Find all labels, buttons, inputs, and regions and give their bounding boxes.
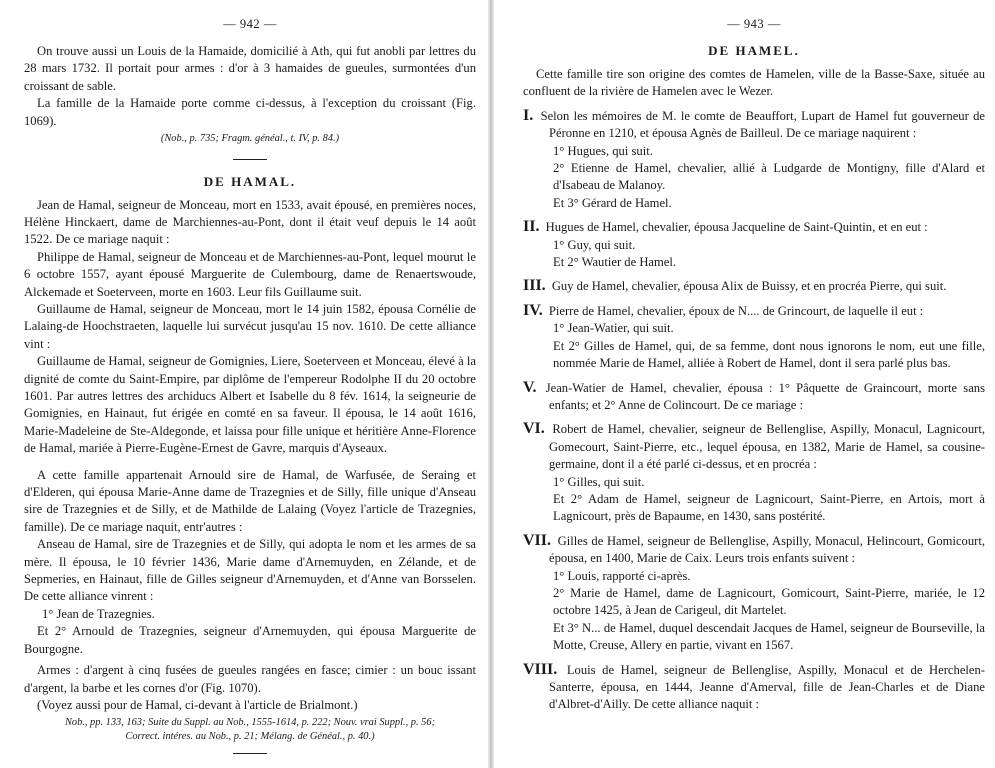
left-page <box>0 0 486 768</box>
generation-number: VII. <box>523 531 552 549</box>
genealogy-entry <box>523 107 985 212</box>
genealogy-entry <box>523 302 985 373</box>
genealogy-entry <box>523 532 985 655</box>
child-list-item: Et 2° Wautier de Hamel. <box>553 255 677 270</box>
generation-number: V. <box>523 378 537 396</box>
generation-number: VI. <box>523 420 545 438</box>
generation-number: I. <box>523 106 534 124</box>
book-gutter <box>488 0 494 768</box>
generation-number: VIII. <box>523 660 558 678</box>
genealogy-entry <box>523 420 985 525</box>
child-list-item: Et 2° Adam de Hamel, seigneur de Lagnicourt, Saint-Pierre, en Artois, mort à Lagnicourt, près de Bapaume, en 1430, sans postérité. <box>553 491 985 524</box>
generation-description: Guy de Hamel, chevalier, épousa Alix de Buissy, et en procréa Pierre, qui suit. <box>548 279 947 294</box>
paragraph-armes-hamal: Armes : d'argent à cinq fusées de gueules rangées en fasce; cimier : un bouc issant d'argent, la barbe et les cornes d'or (Fig. 1070). <box>24 663 476 695</box>
section-title-hamal: DE HAMAL. <box>203 173 297 189</box>
paragraph-hamaide-louis: On trouve aussi un Louis de la Hamaide, domicilié à Ath, qui fut anobli par lettres du 28 mars 1732. Il portait pour armes : d'or à 3 hamaides de gueules, surmontées d'un croissant de sable. <box>24 44 476 93</box>
genealogy-entry-text <box>523 107 985 143</box>
paragraph-voyez-aussi: (Voyez aussi pour de Hamal, ci-devant à l'article de Brialmont.) <box>37 697 358 712</box>
paragraph-jean-de-hamal: Jean de Hamal, seigneur de Monceau, mort en 1533, avait épousé, en premières noces, Hélène Hinckaert, dame de Marchiennes-au-Pont, dont il était veuf depuis le 14 août 1522. De ce mariage naquit : <box>24 197 476 247</box>
paragraph-hamel-origin: Cette famille tire son origine des comtes de Hamelen, ville de la Basse-Saxe, située au confluent de la rivière de Hamelen avec le Wezer. <box>523 67 985 99</box>
genealogy-entry <box>523 379 985 415</box>
child-list-item: 1° Jean-Watier, qui suit. <box>553 321 674 336</box>
child-list-item: 2° Marie de Hamel, dame de Lagnicourt, Gomicourt, Saint-Pierre, mariée, le 12 octobre 1425, à Jean de Carigeul, dit Martelet. <box>553 585 985 618</box>
child-list-item: 1° Guy, qui suit. <box>553 237 636 252</box>
genealogy-entry-text <box>523 277 985 295</box>
genealogy-entry <box>523 661 985 714</box>
child-list-item: 2° Etienne de Hamel, chevalier, allié à Ludgarde de Montigny, fille d'Alard et d'Isabeau de Malanoy. <box>553 161 985 193</box>
page-number-left: — 942 — <box>223 17 277 31</box>
generation-number: IV. <box>523 301 543 319</box>
generation-description: Louis de Hamel, seigneur de Bellenglise, Aspilly, Monacul et de Herchelen-Santerre, épousa, en 1444, Jeanne d'Amerval, fille de Jean-Charles et de Diane d'Albret-d'Ailly. De cette alliance naquit : <box>549 662 985 712</box>
paragraph-guillaume-comte: Guillaume de Hamal, seigneur de Gomignies, Liere, Soeterveen et Monceau, élevé à la dignité de comte du Saint-Empire, par diplôme de l'empereur Rodolphe II du 20 octobre 1601. Par autres lettres des archiducs Albert et Isabelle du 8 fév. 1614, la seigneurie de Gomignies, en Hainaut, fut érigée en comté en sa faveur. Il épousa, le 14 août 1616, Marie-Madeleine de Ste-Aldegonde, et laissa pour fille unique et héritière Anne-Florence de Hamal, mariée à Pierre-Eugène-Ernest de Gavre, marquis d'Ayseaux. <box>24 354 476 456</box>
genealogy-entry <box>523 277 985 295</box>
paragraph-philippe-de-hamal: Philippe de Hamal, seigneur de Monceau et de Marchiennes-au-Pont, lequel mourut le 6 octobre 1557, ayant épousé Marguerite de Culembourg, dame de Renaertswoude, Alckemade et Soeterveen, morte en 1603. Leur fils Guillaume suit. <box>24 249 476 299</box>
generation-description: Hugues de Hamel, chevalier, épousa Jacqueline de Saint-Quintin, et en eut : <box>542 220 928 235</box>
section-divider <box>233 159 267 160</box>
generation-description: Gilles de Hamel, seigneur de Bellenglise, Aspilly, Monacul, Helincourt, Gomicourt, épousa, en 1400, Marie de Caix. Leurs trois enfants suivent : <box>549 533 985 566</box>
genealogy-entry-text <box>523 420 985 473</box>
reference-hamaide: (Nob., p. 735; Fragm. généal., t. IV, p. 84.) <box>160 133 340 145</box>
paragraph-arnould-de-hamal: A cette famille appartenait Arnould sire de Hamal, de Warfusée, de Seraing et d'Elderen, qui épousa Marie-Anne dame de Trazegnies et de Silly, fille unique d'Anseau sire de Trazegnies et de Silly, et de Mathilde de Lalaing (Voyez l'article de Trazegnies, famille). De ce mariage naquit, entr'autres : <box>24 467 476 534</box>
genealogy-entry-text <box>523 379 985 415</box>
paragraph-arnould-de-trazegnies: Et 2° Arnould de Trazegnies, seigneur d'Arnemuyden, qui épousa Marguerite de Bourgogne. <box>24 624 476 656</box>
genealogy-entry-text <box>523 218 985 236</box>
paragraph-guillaume-de-hamal: Guillaume de Hamal, seigneur de Monceau, mort le 14 juin 1582, épousa Cornélie de Lalaing-de Hoochstraeten, laquelle lui survécut jusqu'au 15 nov. 1610. De cette alliance vint : <box>24 301 476 351</box>
generation-description: Robert de Hamel, chevalier, seigneur de Bellenglise, Aspilly, Monacul, Lagnicourt, Gomecourt, Saint-Pierre, etc., lequel épousa, en 1382, Marie de Hamel, sa cousine-germaine, dont il a été parlé ci-dessus, et en procréa : <box>547 422 985 472</box>
child-list-item: 1° Gilles, qui suit. <box>553 474 645 489</box>
genealogy-entry <box>523 218 985 271</box>
generation-description: Selon les mémoires de M. le comte de Beauffort, Lupart de Hamel fut gouverneur de Péronne en 1210, et épousa Agnès de Bailleul. De ce mariage naquirent : <box>536 108 985 141</box>
paragraph-anseau-de-hamal: Anseau de Hamal, sire de Trazegnies et de Silly, qui adopta le nom et les armes de sa mère. Il épousa, le 10 février 1436, Marie dame d'Arnemuyden, en Zélande, et de Sepmeries, en Hainaut, fille de Gilles seigneur d'Arnemuyden, et d'Anne van Borsselen. De cette alliance vinrent : <box>24 537 476 604</box>
generation-number: III. <box>523 277 546 295</box>
page-number-right: — 943 — <box>727 17 781 31</box>
child-list-item: 1° Hugues, qui suit. <box>553 143 653 158</box>
reference-hamal-line2: Correct. intéres. au Nob., p. 21; Mélang. de Généal., p. 40.) <box>125 730 375 742</box>
right-page <box>497 0 995 768</box>
section-title-hamel: DE HAMEL. <box>708 43 800 58</box>
child-list-item: Et 3° N... de Hamel, duquel descendait Jacques de Hamel, seigneur de Bourseville, la Motte, Creuse, Allery en partie, vivant en 1567. <box>553 620 985 653</box>
genealogy-entry-text <box>523 661 985 714</box>
paragraph-hamaide-arms: La famille de la Hamaide porte comme ci-dessus, à l'exception du croissant (Fig. 1069). <box>24 96 476 128</box>
generation-number: II. <box>523 218 540 236</box>
generation-description: Pierre de Hamel, chevalier, époux de N.... de Grincourt, de laquelle il eut : <box>545 303 924 318</box>
reference-hamal-line1: Nob., pp. 133, 163; Suite du Suppl. au Nob., 1555-1614, p. 222; Nouv. vrai Suppl., p. 56; <box>64 717 436 729</box>
child-list-item: Et 3° Gérard de Hamel. <box>553 195 672 210</box>
genealogy-entry-text <box>523 302 985 320</box>
child-list-item: 1° Louis, rapporté ci-après. <box>553 568 691 583</box>
genealogy-entries <box>523 107 985 714</box>
section-divider-bottom <box>233 753 267 754</box>
list-item-jean-de-trazegnies: 1° Jean de Trazegnies. <box>42 606 155 621</box>
generation-description: Jean-Watier de Hamel, chevalier, épousa : 1° Pâquette de Graincourt, morte sans enfants; et 2° Anne de Colincourt. De ce mariage : <box>539 380 985 412</box>
child-list-item: Et 2° Gilles de Hamel, qui, de sa femme, dont nous ignorons le nom, eut une fille, nommée Marie de Hamel, alliée à Robert de Hamel, dont il sera parlé plus bas. <box>553 338 985 371</box>
genealogy-entry-text <box>523 532 985 568</box>
